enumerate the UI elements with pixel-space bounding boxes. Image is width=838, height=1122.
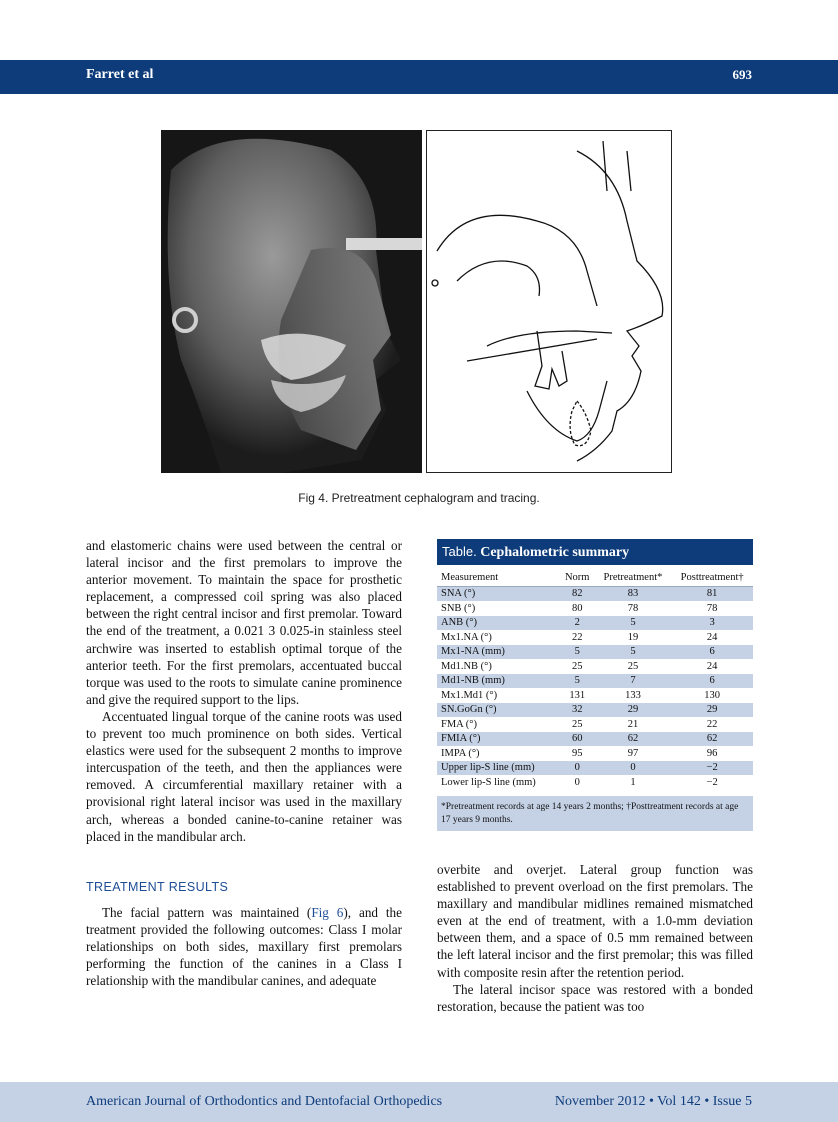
table-cell: 29 (595, 703, 672, 718)
table-row (437, 659, 753, 674)
table-cell: 62 (595, 732, 672, 747)
table-cell: 82 (560, 587, 595, 602)
table-cell: Mx1-NA (mm) (437, 645, 560, 660)
table-row (437, 674, 753, 689)
table-cell: 5 (560, 645, 595, 660)
left-column (86, 537, 402, 989)
table-cell: 6 (671, 645, 753, 660)
table-row (437, 601, 753, 616)
table-cell: 83 (595, 587, 672, 602)
table-cell: 3 (671, 616, 753, 631)
table-row (437, 761, 753, 776)
table-cell: IMPA (°) (437, 746, 560, 761)
table-cell: 1 (595, 775, 672, 790)
table-cell: Upper lip-S line (mm) (437, 761, 560, 776)
table-cell: 19 (595, 630, 672, 645)
page-number: 693 (732, 67, 752, 82)
table-grid (437, 569, 753, 790)
table-cell: 78 (595, 601, 672, 616)
table-cell: 0 (560, 775, 595, 790)
table-cell: SNB (°) (437, 601, 560, 616)
table-row (437, 732, 753, 747)
table-cell: 0 (560, 761, 595, 776)
table-cell: 80 (560, 601, 595, 616)
table-row (437, 645, 753, 660)
table-cell: 96 (671, 746, 753, 761)
section-heading: TREATMENT RESULTS (86, 879, 229, 894)
table-cell: Lower lip-S line (mm) (437, 775, 560, 790)
table-cell: 81 (671, 587, 753, 602)
table-cell: 22 (560, 630, 595, 645)
table-cell: 131 (560, 688, 595, 703)
cephalometric-tracing (426, 130, 672, 473)
table-cell: Md1-NB (mm) (437, 674, 560, 689)
running-footer (0, 1082, 838, 1122)
table-cell: −2 (671, 775, 753, 790)
table-cell: 97 (595, 746, 672, 761)
table-cell: 130 (671, 688, 753, 703)
table-cell: 6 (671, 674, 753, 689)
table-cell: 21 (595, 717, 672, 732)
table-cell: 133 (595, 688, 672, 703)
table-cell: FMA (°) (437, 717, 560, 732)
table-cell: 25 (560, 659, 595, 674)
column-header: Measurement (437, 569, 560, 587)
header-author: Farret et al (86, 67, 154, 82)
table-row (437, 717, 753, 732)
table-cell: 5 (595, 645, 672, 660)
figure-caption: Fig 4. Pretreatment cephalogram and tracing. (298, 491, 540, 505)
journal-name: American Journal of Orthodontics and Dentofacial Orthopedics (86, 1094, 443, 1109)
table-cell: 78 (671, 601, 753, 616)
table-cell: SN.GoGn (°) (437, 703, 560, 718)
table-cell: Mx1.Md1 (°) (437, 688, 560, 703)
table-cell: ANB (°) (437, 616, 560, 631)
table-cell: 32 (560, 703, 595, 718)
figure-link[interactable]: Fig 6 (311, 904, 344, 920)
table-cell: 22 (671, 717, 753, 732)
table-cell: 2 (560, 616, 595, 631)
table-cell: 60 (560, 732, 595, 747)
table-cell: 25 (560, 717, 595, 732)
paragraph: The facial pattern was maintained (Fig 6), and the treatment provided the following outcomes: Class I molar relationships on both sides, maxillary first premolars performing the function of the canines in a Class I relationship with the mandibular canines, and adequate (86, 904, 403, 989)
table-cell: 25 (595, 659, 672, 674)
table-cell: 0 (595, 761, 672, 776)
paragraph: The lateral incisor space was restored with a bonded restoration, because the patient was too (437, 981, 753, 1014)
table-cell: 24 (671, 630, 753, 645)
paragraph: and elastomeric chains were used between the central or lateral incisor and the first premolars to improve the anterior movement. To maintain the space for prosthetic replacement, a compressed coil spring was also placed between the right central incisor and first premolar. Toward the end of the treatment, a 0.021 3 0.025-in stainless steel archwire was inserted to establish optimal torque of the anterior teeth. For the first premolars, accentuated buccal torque was used to the roots to simulate canine prominence and give the required support to the lips. (86, 538, 402, 707)
table-cell: FMIA (°) (437, 732, 560, 747)
table-cell: −2 (671, 761, 753, 776)
table-title: Table. Cephalometric summary (437, 539, 753, 565)
table-cell: 7 (595, 674, 672, 689)
table-row (437, 775, 753, 790)
table-row (437, 616, 753, 631)
column-header: Norm (560, 569, 595, 587)
table-cell: 5 (560, 674, 595, 689)
issue-info: November 2012 • Vol 142 • Issue 5 (554, 1094, 752, 1109)
paragraph: Accentuated lingual torque of the canine roots was used to prevent too much prominence on both sides. Vertical elastics were used for the subsequent 2 months to improve intercuspation of the teeth, and then the appliances were removed. A circumferential maxillary retainer with a provisional right lateral incisor was used in the maxillary arch, whereas a bonded canine-to-canine retainer was placed in the mandibular arch. (86, 708, 402, 844)
cephalometric-table (437, 539, 753, 831)
table-row (437, 688, 753, 703)
table-cell: Md1.NB (°) (437, 659, 560, 674)
table-cell: 29 (671, 703, 753, 718)
table-cell: 62 (671, 732, 753, 747)
paragraph: overbite and overjet. Lateral group function was established to prevent overload on the first premolars. The maxillary and mandibular midlines remained mismatched even at the end of treatment, with a 1.0-mm deviation between them, and a space of 0.5 mm remained between the left lateral incisor and the first premolar; this was filled with composite resin after the retention period. (437, 862, 753, 980)
table-row (437, 587, 753, 602)
cephalogram-radiograph (161, 130, 422, 473)
column-header: Posttreatment† (671, 569, 753, 587)
table-row (437, 703, 753, 718)
table-cell: 95 (560, 746, 595, 761)
running-header (0, 60, 838, 94)
table-cell: 5 (595, 616, 672, 631)
right-column (437, 861, 753, 1015)
column-header: Pretreatment* (595, 569, 672, 587)
table-cell: 24 (671, 659, 753, 674)
table-footnote: *Pretreatment records at age 14 years 2 months; †Posttreatment records at age 17 years 9 months. (437, 796, 753, 831)
table-row (437, 746, 753, 761)
table-row (437, 630, 753, 645)
table-cell: Mx1.NA (°) (437, 630, 560, 645)
table-cell: SNA (°) (437, 587, 560, 602)
